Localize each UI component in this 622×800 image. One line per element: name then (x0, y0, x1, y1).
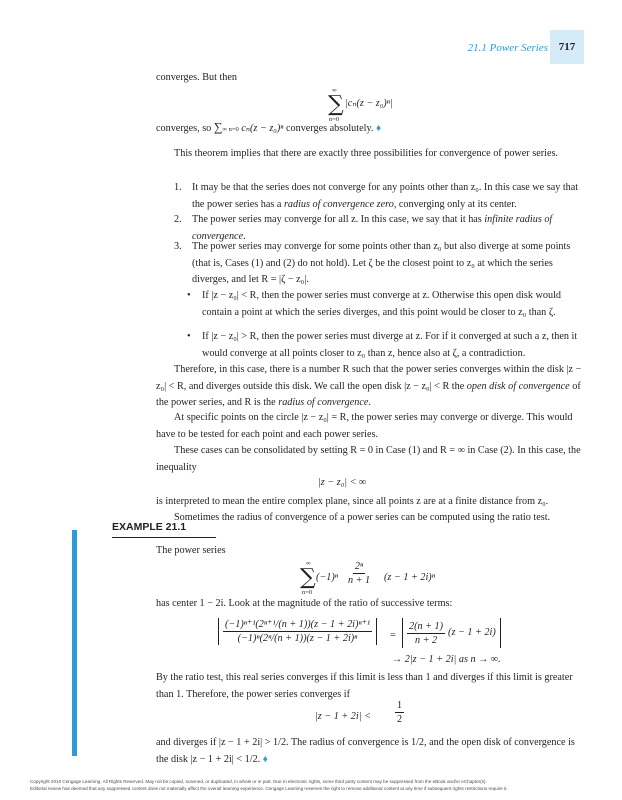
rhs-denominator: n + 2 (414, 634, 438, 646)
ratio-equals: = (390, 630, 396, 641)
example-center-text: has center 1 − 2i. Look at the magnitude of the ratio of successive terms: (156, 598, 453, 609)
list-number-2: 2. (174, 214, 182, 225)
series-tail: (z − 1 + 2i)ⁿ (384, 572, 435, 583)
bullet1-text: If |z − z₀| < R, then the power series must converge at z. Otherwise this open disk would contain a point at which the series diverges, and this point would be closer to z₀ than ζ. (202, 290, 561, 318)
series-sign: (−1)ⁿ (316, 572, 338, 583)
item1-text-a: It may be that the series does not converge for any points other than z₀. In this case we say that the power series has a (192, 182, 579, 210)
example-title: EXAMPLE 21.1 (112, 521, 187, 533)
rhs-numerator: 2(n + 1) (409, 620, 444, 632)
page-number: 717 (550, 30, 584, 64)
list-item-1 (174, 180, 582, 213)
sum-term: |cₙ(z − z₀)ⁿ| (345, 98, 393, 109)
series-fraction-denominator: n + 1 (348, 575, 371, 586)
item3-text: The power series may converge for some points other than z₀ but also diverge at some points (that is, Cases (1) and (2) do not hold). Let ζ be the closest point to z₀ at which the series diverges, and let R = |ζ − z₀|. (192, 241, 571, 286)
condition-denominator: 2 (397, 714, 403, 725)
series-sigma-symbol: ∑ (300, 565, 316, 590)
bullet-dot-icon: • (187, 331, 191, 342)
paragraph-specific-points: At specific points on the circle |z − z₀| = R, the power series may converge or diverge. This would have to be tested for each point and each power series. (156, 412, 573, 440)
converges-so-pre: converges, so (156, 123, 212, 134)
bullet-dot-icon: • (187, 290, 191, 301)
item2-emphasis: infinite radius of convergence (192, 214, 553, 242)
list-item-3 (174, 239, 582, 289)
example-ratio-test-text: By the ratio test, this real series converges if this limit is less than 1 and diverges if this limit is greater than 1. Therefore, the power series converges if (156, 672, 573, 700)
item1-text-b: , converging only at its center. (393, 198, 517, 210)
text-converges-but-then: converges. But then (156, 72, 238, 83)
item2-text-a: The power series may converge for all z. In this case, we say that it has (192, 214, 485, 225)
rhs-fraction (407, 620, 445, 647)
end-of-proof-icon: ♦ (375, 123, 382, 134)
example-final-text (156, 735, 582, 768)
series-upper-limit: ∞ (306, 560, 311, 567)
final-text: and diverges if |z − 1 + 2i| > 1/2. The radius of convergence is 1/2, and the open disk of convergence is the disk |z − 1 + 2i| < 1/2. (156, 737, 575, 765)
p2-emphasis-open-disk: open disk of convergence (466, 380, 570, 392)
example-title-rule (112, 537, 216, 538)
list-number-1: 1. (174, 182, 182, 193)
paragraph-complex-plane: is interpreted to mean the entire complex plane, since all points z are at a finite distance from z₀. (156, 496, 549, 507)
converges-so-line (156, 119, 381, 138)
paragraph-consolidated: These cases can be consolidated by setting R = 0 in Case (1) and R = ∞ in Case (2). In this case, the inequality (156, 445, 581, 473)
p2-text-b: of the power series, and R is the (156, 380, 581, 409)
series-fraction (346, 560, 372, 587)
item1-emphasis: radius of convergence zero (283, 198, 394, 210)
copyright-line-2: Editorial review has deemed that any suppressed content does not materially affect the overall learning experience. Cengage Learning reserves the right to remove additional content at any time if subsequent rights restrictions require it. (30, 786, 508, 791)
inline-sum-limits: ∞ n=0 (222, 126, 239, 133)
copyright-line-1: Copyright 2010 Cengage Learning. All Rights Reserved. May not be copied, scanned, or duplicated, in whole or in part. Due to electronic rights, some third party content may be suppressed from the eBook and/or eChapter(s). (30, 779, 487, 784)
example-intro: The power series (156, 545, 226, 556)
inequality-display: |z − z₀| < ∞ (318, 477, 367, 488)
ratio-rhs (402, 618, 501, 648)
p2-text-c: . (368, 397, 371, 409)
converges-so-post: converges absolutely. (286, 123, 374, 134)
limit-line: → 2|z − 1 + 2i| as n → ∞. (392, 654, 501, 665)
example-series-display (300, 558, 520, 598)
end-of-example-icon: ♦ (262, 753, 268, 765)
series-lower-limit: n=0 (302, 589, 313, 596)
paragraph-ratio-test-intro: Sometimes the radius of convergence of a power series can be computed using the ratio test. (174, 512, 551, 523)
ratio-fraction (218, 618, 377, 645)
inline-sum-term: cₙ(z − z₀)ⁿ (241, 123, 284, 134)
rhs-tail: (z − 1 + 2i) (448, 626, 496, 638)
p2-text-a: Therefore, in this case, there is a number R such that the power series converges within the disk |z − z₀| < R, and diverges outside this disk. We call the open disk |z − z₀| < R the (156, 364, 582, 392)
condition-lhs: |z − 1 + 2i| < (315, 711, 371, 722)
ratio-denominator: (−1)ⁿ(2ⁿ/(n + 1))(z − 1 + 2i)ⁿ (237, 633, 358, 644)
paragraph-three-possibilities: This theorem implies that there are exactly three possibilities for convergence of power series. (174, 148, 558, 159)
ratio-display (218, 618, 548, 656)
inline-sigma: ∑ (213, 120, 223, 134)
sum-upper-limit: ∞ (332, 87, 337, 94)
item2-text-b: . (243, 230, 246, 242)
example-sidebar-accent (72, 530, 77, 756)
ratio-numerator: (−1)ⁿ⁺¹(2ⁿ⁺¹/(n + 1))(z − 1 + 2i)ⁿ⁺¹ (225, 619, 371, 630)
sum-lower-limit: n=0 (329, 116, 340, 123)
condition-numerator: 1 (397, 700, 403, 711)
paragraph-disk-of-convergence (156, 362, 582, 412)
series-fraction-numerator: 2ⁿ (354, 561, 364, 572)
bullet-item-1 (187, 288, 582, 321)
p2-emphasis-radius: radius of convergence (278, 397, 369, 409)
bullet-item-2 (187, 329, 582, 362)
sum-display (328, 87, 458, 123)
list-number-3: 3. (174, 241, 182, 252)
running-title: 21.1 Power Series (467, 42, 548, 54)
condition-fraction (395, 699, 404, 726)
bullet2-text: If |z − z₀| > R, then the power series must diverge at z. For if it converged at such a z, then it would converge at all points closer to z₀ than z, hence also at ζ, a contradiction. (202, 331, 578, 359)
sigma-symbol: ∑ (328, 92, 344, 117)
